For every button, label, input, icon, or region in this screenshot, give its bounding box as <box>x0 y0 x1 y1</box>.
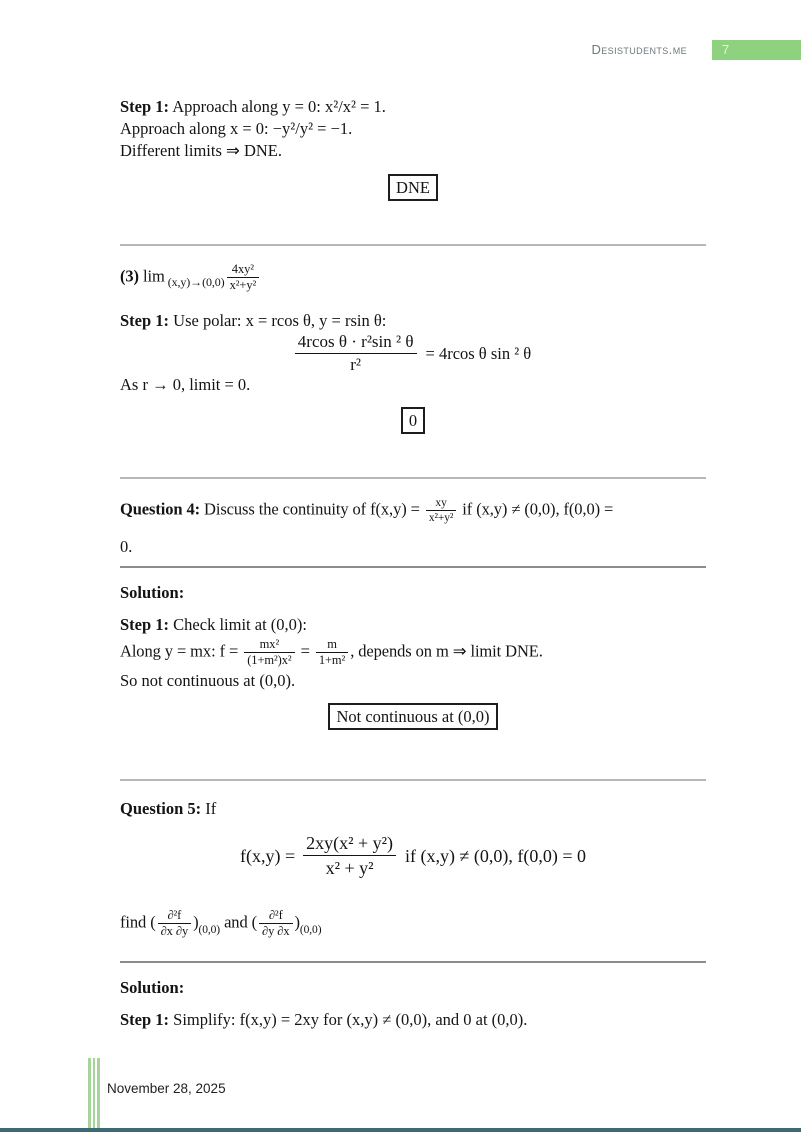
display-fraction <box>295 331 417 376</box>
page-number-badge <box>712 40 801 60</box>
question4-statement <box>120 496 706 525</box>
fraction-denominator: r² <box>295 353 417 376</box>
question5-find-line <box>120 908 706 939</box>
question-text: if (x,y) ≠ (0,0), f(0,0) = <box>458 499 614 519</box>
problem3-step <box>120 310 706 332</box>
bottom-accent-bar <box>0 1128 801 1132</box>
problem3-limit-line: As r → 0, limit = 0. <box>120 375 251 394</box>
point-subscript: (0,0) <box>299 924 322 937</box>
equals-sign: = <box>300 641 310 661</box>
answer-row <box>120 703 706 730</box>
question4-conclusion: So not continuous at (0,0). <box>120 671 296 690</box>
step-label: Step 1: <box>120 311 170 330</box>
question5-statement <box>120 798 706 820</box>
green-line <box>88 1058 91 1130</box>
display-fraction <box>303 831 396 880</box>
answer-row <box>120 174 706 201</box>
inline-fraction <box>227 262 260 293</box>
math-text: , depends on m ⇒ limit DNE. <box>350 641 543 661</box>
lim-label: lim <box>138 266 165 286</box>
footer-date: November 28, 2025 <box>107 1081 226 1096</box>
green-line <box>93 1058 96 1130</box>
green-line <box>97 1058 100 1130</box>
step-text: Approach along y = 0: x²/x² = 1. <box>169 97 386 116</box>
find-text: and ( <box>220 912 258 932</box>
find-text: find ( <box>120 912 156 932</box>
inline-fraction <box>426 496 456 525</box>
equation-rhs: = 4rcos θ sin ² θ <box>425 343 532 363</box>
problem3-statement <box>120 262 706 293</box>
problem-number: (3) <box>120 266 139 286</box>
math-text: Along y = mx: f = <box>120 641 239 661</box>
site-name: Desistudents.me <box>591 42 687 57</box>
fraction-denominator: x²+y² <box>227 277 260 293</box>
fraction-numerator: 4xy² <box>231 262 254 276</box>
step-line: Different limits ⇒ DNE. <box>120 141 282 160</box>
boxed-answer: DNE <box>388 174 438 201</box>
fraction-numerator: m <box>327 637 337 651</box>
question4-statement-line2: 0. <box>120 537 133 556</box>
answer-row <box>120 407 706 434</box>
inline-fraction <box>158 908 191 939</box>
step-text: Use polar: x = rcos θ, y = rsin θ: <box>169 311 387 330</box>
paren-close: ) <box>193 912 199 932</box>
footer-accent-lines <box>88 1058 102 1130</box>
fraction-denominator: (1+m²)x² <box>244 652 294 668</box>
problem3-equation <box>120 331 706 376</box>
question4-along-line <box>120 637 706 668</box>
paren-close: ) <box>294 912 300 932</box>
inline-fraction <box>259 908 292 939</box>
fraction-numerator: ∂²f <box>167 908 182 922</box>
step-label: Step 1: <box>120 97 170 116</box>
boxed-answer: 0 <box>401 407 425 434</box>
lim-subscript: (x,y)→(0,0) <box>167 275 225 290</box>
fraction-numerator: mx² <box>259 637 280 651</box>
solution-divider <box>120 961 706 963</box>
question4-step <box>120 614 706 636</box>
fraction-denominator: ∂y ∂x <box>259 923 292 939</box>
section-divider <box>120 779 706 781</box>
inline-fraction <box>316 637 348 668</box>
point-subscript: (0,0) <box>198 924 221 937</box>
step-label: Step 1: <box>120 1010 170 1029</box>
fraction-denominator: ∂x ∂y <box>158 923 191 939</box>
page-number: 7 <box>722 42 730 57</box>
problem2-steps <box>120 96 706 162</box>
fraction-numerator: ∂²f <box>268 908 283 922</box>
question-text: If <box>201 799 217 818</box>
step-line: Approach along x = 0: −y²/y² = −1. <box>120 119 353 138</box>
step-line <box>120 96 706 118</box>
question5-equation <box>120 831 706 880</box>
question-label: Question 5: <box>120 799 202 818</box>
fraction-denominator: x² + y² <box>303 855 396 880</box>
fraction-denominator: 1+m² <box>316 652 348 668</box>
fraction-denominator: x²+y² <box>426 510 456 525</box>
question-label: Question 4: <box>120 499 201 519</box>
fraction-numerator: 4rcos θ · r²sin ² θ <box>297 332 414 351</box>
inline-fraction <box>244 637 294 668</box>
boxed-answer: Not continuous at (0,0) <box>328 703 497 730</box>
fraction-numerator: xy <box>435 497 447 509</box>
question-text: Discuss the continuity of f(x,y) = <box>200 499 420 519</box>
equation-rhs: if (x,y) ≠ (0,0), f(0,0) = 0 <box>405 845 587 866</box>
step-label: Step 1: <box>120 615 170 634</box>
step-text: Simplify: f(x,y) = 2xy for (x,y) ≠ (0,0), and 0 at (0,0). <box>169 1010 528 1029</box>
fraction-numerator: 2xy(x² + y²) <box>306 833 394 853</box>
step-text: Check limit at (0,0): <box>169 615 307 634</box>
solution-heading: Solution: <box>120 978 185 997</box>
solution-divider <box>120 566 706 568</box>
solution-heading: Solution: <box>120 583 185 602</box>
equation-lhs: f(x,y) = <box>239 845 296 866</box>
question5-step <box>120 1009 706 1031</box>
section-divider <box>120 244 706 246</box>
section-divider <box>120 477 706 479</box>
